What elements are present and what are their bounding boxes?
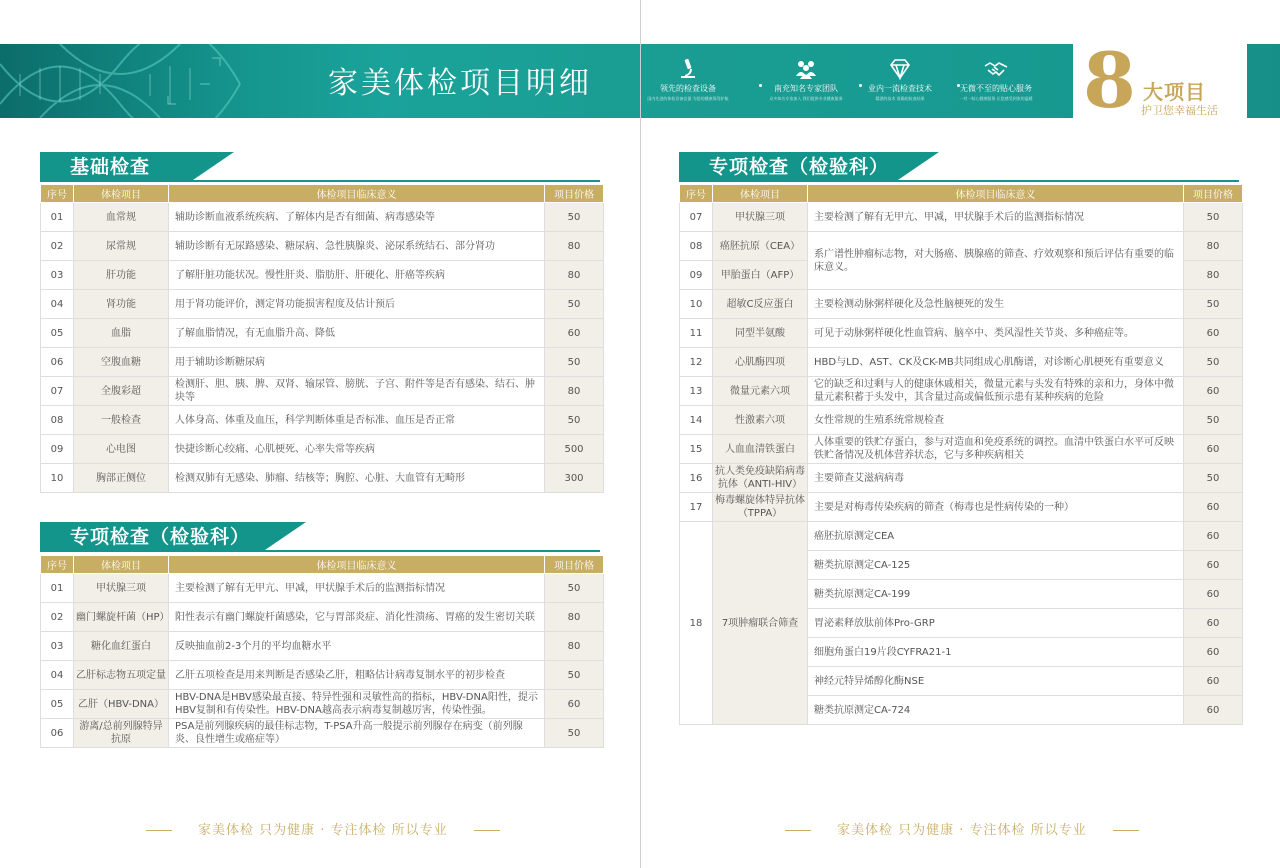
badge-title: 大项目: [1143, 80, 1206, 104]
row-description: 检测肝、胆、胰、脾、双肾、输尿管、膀胱、子宫、附件等是否有感染、结石、肿块等: [169, 377, 545, 406]
row-item: 空腹血糖: [74, 348, 169, 377]
feature-service: [951, 44, 1041, 102]
row-description: 糖类抗原测定CA-125: [808, 551, 1184, 580]
row-number: 07: [41, 377, 74, 406]
table-row: [41, 203, 604, 232]
table-header-row: [41, 556, 604, 574]
badge-slogan: 护卫您幸福生活: [1141, 104, 1218, 117]
row-item: 幽门螺旋杆菌（HP）: [74, 603, 169, 632]
feature-sub: 国内先进的体检设备仪器 为您的健康保驾护航: [647, 96, 729, 101]
row-item: 一般检查: [74, 406, 169, 435]
row-number: 03: [41, 261, 74, 290]
right-page: [641, 0, 1280, 868]
row-description: 反映抽血前2-3个月的平均血糖水平: [169, 632, 545, 661]
footer-dash: [146, 830, 172, 831]
row-price: 60: [1184, 377, 1243, 406]
row-item: 癌胚抗原（CEA）: [713, 232, 808, 261]
table-header-row: [41, 185, 604, 203]
row-description: HBV-DNA是HBV感染最直接、特异性强和灵敏性高的指标，HBV-DNA阳性，提示HBV复制和有传染性。HBV-DNA越高表示病毒复制越厉害，传染性强。: [169, 690, 545, 719]
badge-number: 8: [1083, 44, 1136, 118]
row-description: 胃泌素释放肽前体Pro-GRP: [808, 609, 1184, 638]
row-number: 08: [41, 406, 74, 435]
row-description: 了解血脂情况，有无血脂升高、降低: [169, 319, 545, 348]
banner-left: [0, 44, 640, 118]
row-price: 60: [1184, 493, 1243, 522]
row-item: 梅毒螺旋体特异抗体（TPPA）: [713, 493, 808, 522]
row-price: 50: [1184, 464, 1243, 493]
row-description: PSA是前列腺疾病的最佳标志物，T-PSA升高一般提示前列腺存在病变（前列腺炎、良性增生或癌症等）: [169, 719, 545, 748]
header-no: 序号: [680, 185, 713, 203]
row-number: 02: [41, 232, 74, 261]
row-description: 糖类抗原测定CA-724: [808, 696, 1184, 725]
table-row: [680, 435, 1243, 464]
row-price: 50: [545, 348, 604, 377]
row-price: 80: [545, 261, 604, 290]
feature-equipment: [643, 44, 733, 102]
row-item: 同型半氨酸: [713, 319, 808, 348]
row-description: 癌胚抗原测定CEA: [808, 522, 1184, 551]
row-item: 甲状腺三项: [713, 203, 808, 232]
row-description: 神经元特异烯醇化酶NSE: [808, 667, 1184, 696]
row-number: 01: [41, 203, 74, 232]
table-row: [680, 319, 1243, 348]
row-description-merged: 系广谱性肿瘤标志物，对大肠癌、胰腺癌的筛查、疗效观察和预后评估有重要的临床意义。: [808, 232, 1184, 290]
row-item: 甲胎蛋白（AFP）: [713, 261, 808, 290]
group-number: 18: [680, 522, 713, 725]
feature-label: 领先的检查设备: [660, 84, 716, 93]
banner-right: [641, 44, 1280, 118]
row-description: 人体重要的铁贮存蛋白，参与对造血和免疫系统的调控。血清中铁蛋白水平可反映铁贮备情况及机体营养状态，它与多种疾病相关: [808, 435, 1184, 464]
table-row: [41, 435, 604, 464]
special-right-section-tab: [679, 152, 1239, 182]
row-price: 80: [545, 632, 604, 661]
table-row: [41, 661, 604, 690]
row-description: 用于肾功能评价，测定肾功能损害程度及估计预后: [169, 290, 545, 319]
tab-arrow: [895, 152, 939, 182]
row-price: 60: [1184, 609, 1243, 638]
header-desc: 体检项目临床意义: [169, 185, 545, 203]
row-number: 14: [680, 406, 713, 435]
row-price: 80: [545, 603, 604, 632]
row-number: 04: [41, 290, 74, 319]
tab-arrow: [262, 522, 306, 552]
feature-experts: [761, 44, 851, 102]
table-row: [41, 290, 604, 319]
table-row: [41, 603, 604, 632]
row-item: 甲状腺三项: [74, 574, 169, 603]
row-number: 16: [680, 464, 713, 493]
table-row: [41, 464, 604, 493]
table-row: [680, 377, 1243, 406]
table-row: [680, 522, 1243, 551]
feature-label: 南充知名专家团队: [774, 84, 838, 93]
row-price: 80: [1184, 232, 1243, 261]
row-price: 80: [545, 377, 604, 406]
team-icon: [794, 58, 818, 80]
table-row: [41, 319, 604, 348]
header-price: 项目价格: [1184, 185, 1243, 203]
tab-rule: [40, 180, 600, 182]
table-row: [41, 406, 604, 435]
badge-box: [1073, 44, 1247, 118]
row-description: 快捷诊断心绞痛、心肌梗死、心率失常等疾病: [169, 435, 545, 464]
row-description: 糖类抗原测定CA-199: [808, 580, 1184, 609]
row-item: 糖化血红蛋白: [74, 632, 169, 661]
row-price: 300: [545, 464, 604, 493]
row-item: 超敏C反应蛋白: [713, 290, 808, 319]
basic-table: [40, 184, 604, 493]
row-number: 10: [41, 464, 74, 493]
row-price: 500: [545, 435, 604, 464]
row-price: 60: [1184, 667, 1243, 696]
feature-sub: 精湛的技术 准确的检查结果: [875, 96, 925, 101]
row-description: 了解肝脏功能状况。慢性肝炎、脂肪肝、肝硬化、肝癌等疾病: [169, 261, 545, 290]
row-description: 女性常规的生殖系统常规检查: [808, 406, 1184, 435]
row-price: 50: [1184, 290, 1243, 319]
row-description: 主要筛查艾滋病病毒: [808, 464, 1184, 493]
feature-sub: 众多知名专家加入 我们提供专业健康服务: [769, 96, 843, 101]
row-number: 08: [680, 232, 713, 261]
row-item: 血脂: [74, 319, 169, 348]
row-description: 可见于动脉粥样硬化性血管病、脑卒中、类风湿性关节炎、多种癌症等。: [808, 319, 1184, 348]
diamond-icon: [888, 58, 912, 80]
row-price: 80: [1184, 261, 1243, 290]
table-row: [680, 203, 1243, 232]
row-price: 50: [545, 574, 604, 603]
row-description: 乙肝五项检查是用来判断是否感染乙肝，粗略估计病毒复制水平的初步检查: [169, 661, 545, 690]
table-row: [41, 348, 604, 377]
row-description: 主要检测了解有无甲亢、甲减，甲状腺手术后的监测指标情况: [808, 203, 1184, 232]
row-description: 阳性表示有幽门螺旋杆菌感染，它与胃部炎症、消化性溃疡、胃癌的发生密切关联: [169, 603, 545, 632]
banner-title: 家美体检项目明细: [328, 66, 592, 101]
table-row: [41, 261, 604, 290]
row-number: 06: [41, 348, 74, 377]
row-number: 12: [680, 348, 713, 377]
table-header-row: [680, 185, 1243, 203]
row-item: 微量元素六项: [713, 377, 808, 406]
row-number: 09: [41, 435, 74, 464]
table-row: [680, 493, 1243, 522]
row-price: 50: [545, 661, 604, 690]
special-right-table: [679, 184, 1243, 725]
row-number: 09: [680, 261, 713, 290]
row-price: 60: [545, 319, 604, 348]
row-number: 11: [680, 319, 713, 348]
row-price: 60: [545, 690, 604, 719]
row-number: 03: [41, 632, 74, 661]
tab-rule: [679, 180, 1239, 182]
header-item: 体检项目: [74, 185, 169, 203]
row-item: 胸部正侧位: [74, 464, 169, 493]
row-price: 50: [545, 719, 604, 748]
row-description: 主要检测动脉粥样硬化及急性脑梗死的发生: [808, 290, 1184, 319]
row-number: 17: [680, 493, 713, 522]
row-price: 50: [545, 290, 604, 319]
footer-dash: [1113, 830, 1139, 831]
feature-sub: 一对一贴心健康服务 让您感受到家的温暖: [959, 96, 1033, 101]
row-item: 游离/总前列腺特异抗原: [74, 719, 169, 748]
table-row: [680, 406, 1243, 435]
basic-section-tab: [40, 152, 600, 182]
special-section-tab: [40, 522, 600, 552]
footer-text: 家美体检 只为健康 · 专注体检 所以专业: [837, 823, 1087, 838]
row-price: 50: [1184, 203, 1243, 232]
header-desc: 体检项目临床意义: [169, 556, 545, 574]
row-item: 抗人类免疫缺陷病毒抗体（ANTI-HIV）: [713, 464, 808, 493]
row-price: 60: [1184, 435, 1243, 464]
footer-slogan-left: [146, 819, 526, 838]
row-description: 检测双肺有无感染、肺瘤、结核等；胸腔、心脏、大血管有无畸形: [169, 464, 545, 493]
row-number: 15: [680, 435, 713, 464]
row-price: 60: [1184, 696, 1243, 725]
table-row: [41, 690, 604, 719]
row-number: 13: [680, 377, 713, 406]
tab-arrow: [190, 152, 234, 182]
row-number: 06: [41, 719, 74, 748]
row-item: 血常规: [74, 203, 169, 232]
table-row: [41, 632, 604, 661]
row-price: 50: [545, 406, 604, 435]
row-description: 用于辅助诊断糖尿病: [169, 348, 545, 377]
row-item: 人血血清铁蛋白: [713, 435, 808, 464]
feature-label: 业内一流检查技术: [868, 84, 932, 93]
row-description: 细胞角蛋白19片段CYFRA21-1: [808, 638, 1184, 667]
row-item: 心肌酶四项: [713, 348, 808, 377]
row-item: 乙肝（HBV-DNA）: [74, 690, 169, 719]
basic-section-title: 基础检查: [40, 152, 190, 182]
header-no: 序号: [41, 185, 74, 203]
row-number: 07: [680, 203, 713, 232]
row-description: 主要检测了解有无甲亢、甲减，甲状腺手术后的监测指标情况: [169, 574, 545, 603]
row-description: HBD与LD、AST、CK及CK-MB共同组成心肌酶谱，对诊断心肌梗死有重要意义: [808, 348, 1184, 377]
row-item: 乙肝标志物五项定量: [74, 661, 169, 690]
table-row: [680, 290, 1243, 319]
feature-technology: [855, 44, 945, 102]
footer-slogan-right: [785, 819, 1165, 838]
table-row: [680, 348, 1243, 377]
row-price: 60: [1184, 638, 1243, 667]
feature-label: 无微不至的贴心服务: [960, 84, 1032, 93]
special-section-title: 专项检查（检验科）: [40, 522, 262, 552]
handshake-icon: [984, 58, 1008, 80]
footer-dash: [785, 830, 811, 831]
special-right-section-title: 专项检查（检验科）: [679, 152, 895, 182]
table-row: [41, 377, 604, 406]
row-description: 辅助诊断有无尿路感染、糖尿病、急性胰腺炎、泌尿系统结石、部分肾功: [169, 232, 545, 261]
row-number: 10: [680, 290, 713, 319]
row-item: 肝功能: [74, 261, 169, 290]
header-price: 项目价格: [545, 556, 604, 574]
header-item: 体检项目: [713, 185, 808, 203]
table-row: [41, 574, 604, 603]
header-item: 体检项目: [74, 556, 169, 574]
row-number: 05: [41, 319, 74, 348]
row-item: 性激素六项: [713, 406, 808, 435]
header-no: 序号: [41, 556, 74, 574]
row-item: 肾功能: [74, 290, 169, 319]
footer-text: 家美体检 只为健康 · 专注体检 所以专业: [198, 823, 448, 838]
row-price: 60: [1184, 551, 1243, 580]
tab-rule: [40, 550, 600, 552]
row-description: 它的缺乏和过剩与人的健康休戚相关，微量元素与头发有特殊的亲和力，身体中微量元素积蓄于头发中，其含量过高或偏低预示患有某种疾病的危险: [808, 377, 1184, 406]
row-number: 02: [41, 603, 74, 632]
row-price: 60: [1184, 319, 1243, 348]
table-row: [41, 232, 604, 261]
header-price: 项目价格: [545, 185, 604, 203]
row-description: 人体身高、体重及血压，科学判断体重是否标准、血压是否正常: [169, 406, 545, 435]
group-item: 7项肿瘤联合筛查: [713, 522, 808, 725]
row-price: 60: [1184, 580, 1243, 609]
special-left-table: [40, 555, 604, 748]
row-description: 辅助诊断血液系统疾病、了解体内是否有细菌、病毒感染等: [169, 203, 545, 232]
table-row: [680, 232, 1243, 261]
row-description: 主要是对梅毒传染疾病的筛查（梅毒也是性病传染的一种）: [808, 493, 1184, 522]
row-number: 01: [41, 574, 74, 603]
footer-dash: [474, 830, 500, 831]
row-item: 心电图: [74, 435, 169, 464]
table-row: [41, 719, 604, 748]
row-number: 05: [41, 690, 74, 719]
row-price: 60: [1184, 522, 1243, 551]
row-price: 80: [545, 232, 604, 261]
header-desc: 体检项目临床意义: [808, 185, 1184, 203]
row-item: 尿常规: [74, 232, 169, 261]
microscope-icon: [676, 58, 700, 80]
row-item: 全腹彩超: [74, 377, 169, 406]
row-number: 04: [41, 661, 74, 690]
row-price: 50: [1184, 406, 1243, 435]
row-price: 50: [545, 203, 604, 232]
table-row: [680, 464, 1243, 493]
row-price: 50: [1184, 348, 1243, 377]
